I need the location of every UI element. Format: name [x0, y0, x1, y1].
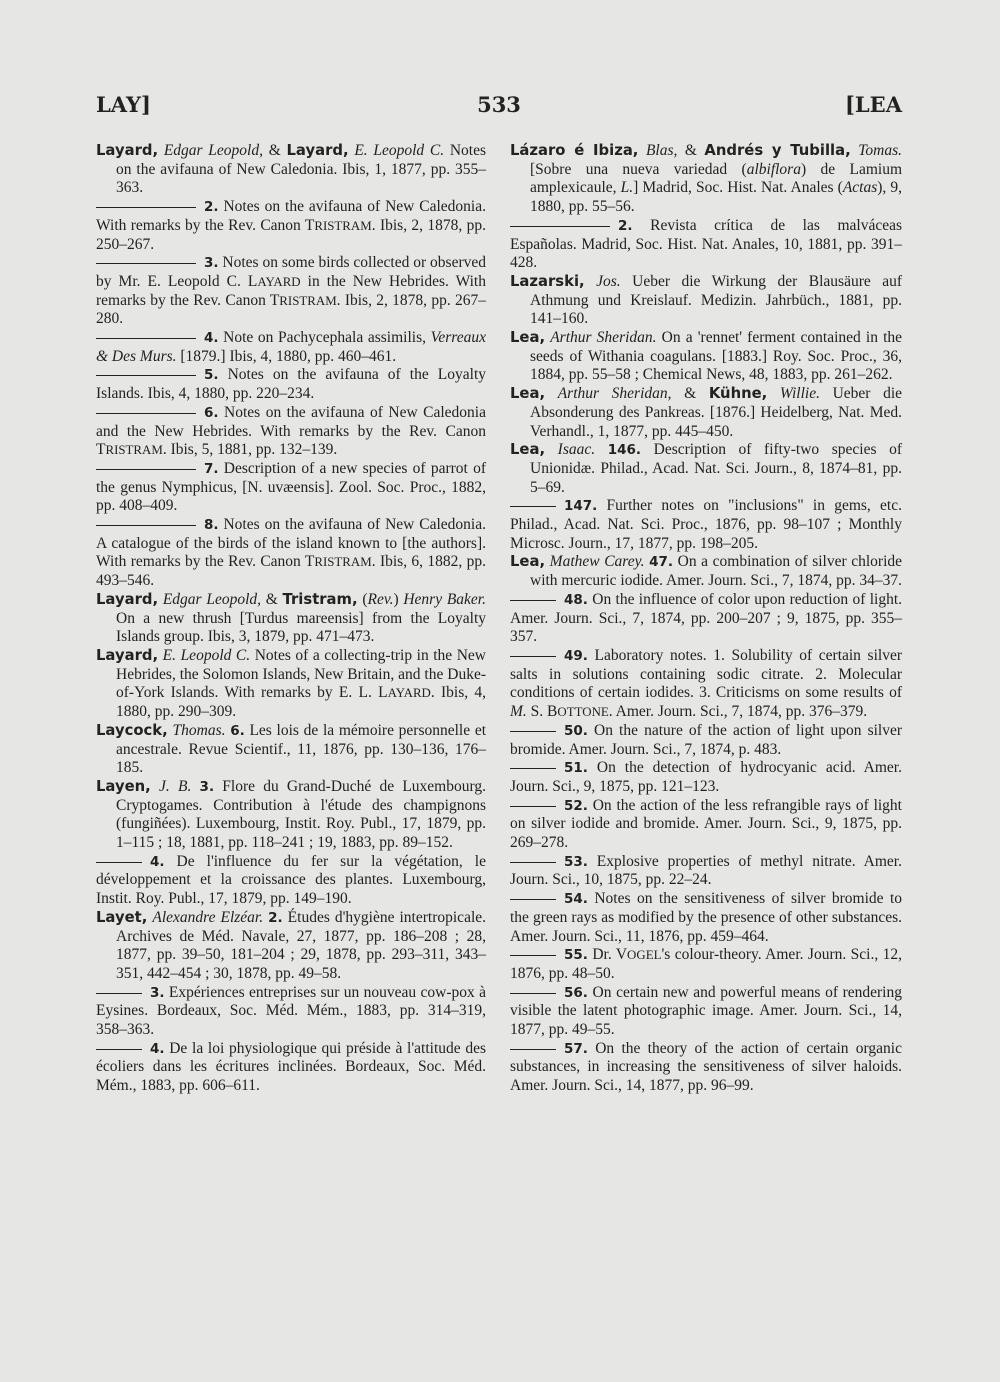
ditto-rule [510, 506, 556, 507]
ditto-rule [96, 413, 196, 414]
ditto-rule [96, 469, 196, 470]
bibliography-entry [510, 329, 902, 385]
entry-text: 3. Expériences entreprises sur un nouveau cow-pox à Eysines. Bordeaux, Soc. Méd. Mém., 1883, pp. 314–319, 358–363. [96, 983, 486, 1039]
ditto-rule [510, 656, 556, 657]
bibliography-entry [96, 647, 486, 722]
bibliography-entry [96, 722, 486, 778]
header-right-guide: [LEA [844, 92, 902, 117]
bibliography-entry [510, 497, 902, 553]
page-number: 533 [477, 92, 521, 117]
bibliography-entry [96, 909, 486, 984]
entry-text: 2. Notes on the avifauna of New Caledonia. With remarks by the Rev. Canon TRISTRAM. Ibis, 2, 1878, pp. 250–267. [96, 198, 486, 253]
bibliography-entry [96, 404, 486, 460]
entry-text: 49. Laboratory notes. 1. Solubility of certain silver salts in solutions containing sodic citrate. 2. Molecular conditions of certain iodides. 3. Criticisms on some results of M. S. BOTTONE. Amer. Journ. Sci., 7, 1874, pp. 376–379. [510, 646, 902, 721]
header-left-guide: LAY] [96, 92, 151, 117]
entry-text: Lea, Arthur Sheridan, & Kühne, Willie. Ueber die Absonderung des Pankreas. [1876.] Heidelberg, Nat. Med. Verhandl., 1, 1877, pp. 445–450. [510, 385, 903, 440]
entry-text: Lázaro é Ibiza, Blas, & Andrés y Tubilla, Tomas. [Sobre una nueva variedad (albiflora) de Lamium amplexicaule, L.] Madrid, Soc. Hist. Nat. Anales (Actas), 9, 1880, pp. 55–56. [510, 142, 903, 216]
ditto-rule [96, 375, 196, 376]
ditto-rule [510, 226, 610, 227]
ditto-rule [510, 993, 556, 994]
ditto-rule [510, 955, 556, 956]
bibliography-entry [96, 516, 486, 591]
bibliography-entry [96, 984, 486, 1040]
entry-text: 57. On the theory of the action of certain organic substances, in increasing the sensitiveness of silver haloids. Amer. Journ. Sci., 14, 1877, pp. 96–99. [510, 1039, 902, 1095]
bibliography-entry [510, 553, 902, 590]
bibliography-entry [510, 273, 902, 329]
bibliography-entry [96, 329, 486, 366]
ditto-rule [510, 806, 556, 807]
ditto-rule [96, 338, 196, 339]
bibliography-entry [96, 198, 486, 254]
entry-text: Layen, J. B. 3. Flore du Grand-Duché de Luxembourg. Cryptogames. Contribution à l'étude des champignons (fungiñées). Luxembourg, Instit. Roy. Publ., 17, 1879, pp. 1–115 ; 18, 1881, pp. 118–241 ; 19, 1883, pp. 89–152. [96, 777, 487, 852]
entry-text: 3. Notes on some birds collected or observed by Mr. E. Leopold C. LAYARD in the New Hebrides. With remarks by the Rev. Canon TRISTRAM. Ibis, 2, 1878, pp. 267–280. [96, 254, 486, 328]
bibliography-entry [96, 591, 486, 647]
bibliography-entry [96, 366, 486, 403]
ditto-rule [96, 263, 196, 264]
entry-text: 4. De la loi physiologique qui préside à l'attitude des écoliers dans les écritures inclinées. Bordeaux, Soc. Méd. Mém., 1883, pp. 606–611. [96, 1039, 486, 1095]
entry-text: 4. De l'influence du fer sur la végétation, le développement et la croissance des plantes. Luxembourg, Instit. Roy. Publ., 17, 1879, pp. 149–190. [96, 852, 486, 908]
ditto-rule [96, 207, 196, 208]
bibliography-entry [96, 460, 486, 516]
running-header [96, 92, 902, 122]
bibliography-entry [510, 647, 902, 722]
entry-text: 2. Revista crítica de las malváceas Españolas. Madrid, Soc. Hist. Nat. Anales, 10, 1881, pp. 391–428. [510, 216, 902, 272]
bibliography-entry [510, 946, 902, 983]
entry-text: Lea, Arthur Sheridan. On a 'rennet' ferment contained in the seeds of Withania coagulans. [1883.] Roy. Soc. Proc., 36, 1884, pp. 55–58 ; Chemical News, 48, 1883, pp. 261–262. [510, 329, 903, 384]
entry-text: 56. On certain new and powerful means of rendering visible the latent photographic image. Amer. Journ. Sci., 14, 1877, pp. 49–55. [510, 983, 902, 1039]
entry-text: Lea, Isaac. 146. Description of fifty-two species of Unionidæ. Philad., Acad. Nat. Sci. Journ., 8, 1874–81, pp. 5–69. [510, 441, 902, 496]
bibliography-entry [510, 591, 902, 647]
ditto-rule [510, 862, 556, 863]
right-column [510, 142, 902, 1096]
entry-text: Layard, Edgar Leopold, & Tristram, (Rev.) Henry Baker. On a new thrush [Turdus mareensis] from the Loyalty Islands group. Ibis, 3, 1879, pp. 471–473. [96, 590, 486, 646]
entry-text: 5. Notes on the avifauna of the Loyalty Islands. Ibis, 4, 1880, pp. 220–234. [96, 366, 486, 403]
entry-text: 6. Notes on the avifauna of New Caledonia and the New Hebrides. With remarks by the Rev. Canon TRISTRAM. Ibis, 5, 1881, pp. 132–139. [96, 403, 486, 459]
bibliography-entry [510, 441, 902, 497]
bibliography-entry [510, 853, 902, 890]
bibliography-entry [96, 853, 486, 909]
ditto-rule [96, 525, 196, 526]
entry-text: 51. On the detection of hydrocyanic acid. Amer. Journ. Sci., 9, 1875, pp. 121–123. [510, 759, 902, 795]
entry-text: 50. On the nature of the action of light upon silver bromide. Amer. Journ. Sci., 7, 1874, p. 483. [510, 721, 902, 758]
entry-text: 52. On the action of the less refrangible rays of light on silver iodide and bromide. Amer. Journ. Sci., 9, 1875, pp. 269–278. [510, 796, 902, 852]
bibliography-entry [96, 142, 486, 198]
entry-text: Layard, E. Leopold C. Notes of a collecting-trip in the New Hebrides, the Solomon Islands, New Britain, and the Duke-of-York Islands. With remarks by E. L. LAYARD. Ibis, 4, 1880, pp. 290–309. [96, 646, 487, 721]
entry-text: Layard, Edgar Leopold, & Layard, E. Leopold C. Notes on the avifauna of New Caledonia. Ibis, 1, 1877, pp. 355–363. [96, 142, 486, 197]
ditto-rule [96, 1049, 142, 1050]
ditto-rule [96, 862, 142, 863]
entry-text: 48. On the influence of color upon reduction of light. Amer. Journ. Sci., 7, 1874, pp. 200–207 ; 9, 1875, pp. 355–357. [510, 590, 902, 646]
entry-text: Layet, Alexandre Elzéar. 2. Études d'hygiène intertropicale. Archives de Méd. Navale, 27, 1877, pp. 186–208 ; 28, 1877, pp. 39–50, 181–204 ; 29, 1878, pp. 293–311, 343–351, 442–454 ; 30, 1878, pp. 49–58. [96, 908, 487, 982]
entry-text: 147. Further notes on "inclusions" in gems, etc. Philad., Acad. Nat. Sci. Proc., 1876, pp. 98–107 ; Monthly Microsc. Journ., 17, 1877, pp. 198–205. [510, 497, 902, 552]
ditto-rule [510, 768, 556, 769]
bibliography-entry [510, 759, 902, 796]
entry-text: 53. Explosive properties of methyl nitrate. Amer. Journ. Sci., 10, 1875, pp. 22–24. [510, 852, 902, 889]
bibliography-entry [510, 722, 902, 759]
bibliography-entry [96, 254, 486, 329]
ditto-rule [96, 993, 142, 994]
bibliography-entry [510, 142, 902, 217]
entry-text: 55. Dr. VOGEL's colour-theory. Amer. Journ. Sci., 12, 1876, pp. 48–50. [510, 946, 902, 982]
entry-text: Lazarski, Jos. Ueber die Wirkung der Blausäure auf Athmung und Kreislauf. Medizin. Jahrbüch., 1881, pp. 141–160. [510, 272, 903, 328]
ditto-rule [510, 899, 556, 900]
bibliography-entry [510, 217, 902, 273]
left-column [96, 142, 486, 1096]
entry-text: Lea, Mathew Carey. 47. On a combination of silver chloride with mercuric iodide. Amer. Journ. Sci., 7, 1874, pp. 34–37. [510, 553, 903, 590]
ditto-rule [510, 1049, 556, 1050]
bibliography-entry [510, 385, 902, 441]
bibliography-entry [510, 797, 902, 853]
entry-text: 8. Notes on the avifauna of New Caledonia. A catalogue of the birds of the island known to [the authors]. With remarks by the Rev. Canon TRISTRAM. Ibis, 6, 1882, pp. 493–546. [96, 516, 486, 590]
entry-text: 7. Description of a new species of parrot of the genus Nymphicus, [N. uvæensis]. Zool. Soc. Proc., 1882, pp. 408–409. [96, 459, 486, 515]
bibliography-entry [96, 778, 486, 853]
ditto-rule [510, 731, 556, 732]
entry-text: Laycock, Thomas. 6. Les lois de la mémoire personnelle et ancestrale. Revue Scientif., 11, 1876, pp. 130–136, 176–185. [96, 721, 487, 777]
bibliography-entry [510, 984, 902, 1040]
ditto-rule [510, 600, 556, 601]
bibliography-entry [510, 890, 902, 946]
bibliography-entry [510, 1040, 902, 1096]
entry-text: 54. Notes on the sensitiveness of silver bromide to the green rays as modified by the presence of other substances. Amer. Journ. Sci., 11, 1876, pp. 459–464. [510, 890, 902, 945]
bibliography-entry [96, 1040, 486, 1096]
entry-text: 4. Note on Pachycephala assimilis, Verreaux & Des Murs. [1879.] Ibis, 4, 1880, pp. 460–461. [96, 329, 486, 365]
